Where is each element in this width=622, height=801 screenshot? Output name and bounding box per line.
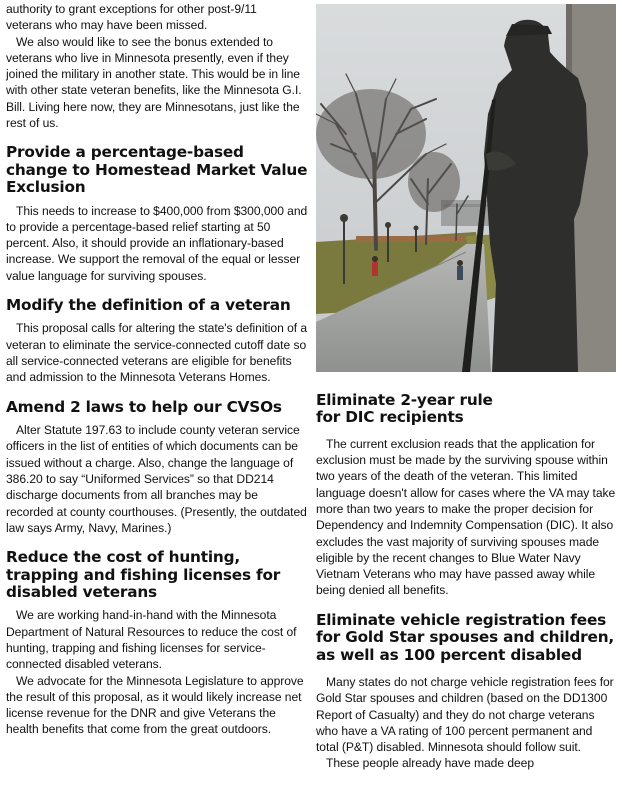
- heading-homestead: Provide a percentage-based change to Homestead Market Value Exclusion: [6, 143, 308, 197]
- veteran-definition-paragraph: This proposal calls for altering the state's definition of a veteran to eliminate the service-connected cutoff date so all service-connected veterans are eligible for benefits and admission to the Minnesota Veterans Homes.: [6, 321, 308, 385]
- bonus-paragraph: We also would like to see the bonus extended to veterans who live in Minnesota presently, even if they joined the military in another state. This would be in line with other state veteran benefits, like the Minnesota G.I. Bill. Living here now, they are Minnesotans, just like the rest of us.: [6, 34, 302, 131]
- heading-dic-line-2: for DIC recipients: [316, 408, 464, 427]
- cvso-paragraph: Alter Statute 197.63 to include county veteran service officers in the list of entities of which documents can be issued without a charge. Also, change the language of 386.20 to say “Uniformed Services” so that DD214 discharge documents from all branches may be recorded at county courthouses. (Presently, the outdated law says Army, Navy, Marines.): [6, 423, 307, 535]
- vehicle-fees-paragraph: Many states do not charge vehicle registration fees for Gold Star spouses and children (based on the DD1300 Report of Casualty) and they do not charge veterans who have a VA rating of 100 percent permanent and total (P&T) disabled. Minnesota should follow suit.: [316, 675, 614, 755]
- dic-paragraph: The current exclusion reads that the application for exclusion must be made by the surviving spouse within two years of the death of the veteran. This limited language doesn't allow for cases where the VA may take more than two years to make the proper decision for Dependency and Indemnity Compensation (DIC). It also excludes the vast majority of surviving spouses made eligible by the recent changes to Blue Water Navy Vietnam Veterans who may have passed away while being denied all benefits.: [316, 436, 616, 598]
- heading-vehicle-fees: Eliminate vehicle registration fees for Gold Star spouses and children, as well as 100 percent disabled: [316, 610, 615, 664]
- heading-hunting: Reduce the cost of hunting, trapping and fishing licenses for disabled veterans: [6, 548, 281, 601]
- heading-cvso: Amend 2 laws to help our CVSOs: [6, 397, 282, 416]
- homestead-paragraph: This needs to increase to $400,000 from $300,000 and to provide a percentage-based relief starting at 50 percent. Also, it should provide an inflationary-based increase. We support the removal of the equal or lesser value language for surviving spouses.: [6, 203, 308, 283]
- heading-veteran-definition: Modify the definition of a veteran: [6, 296, 291, 315]
- intro-paragraph-end: authority to grant exceptions for other post-9/11: [6, 2, 257, 16]
- left-column: [6, 0, 308, 738]
- heading-dic-line-1: Eliminate 2-year rule: [316, 391, 493, 409]
- intro-paragraph-end-2: veterans who may have been missed.: [6, 18, 208, 33]
- right-column: [316, 392, 616, 772]
- heading-dic: [316, 392, 616, 427]
- closing-paragraph: These people already have made deep: [326, 756, 535, 771]
- capitol-statue-photo: [316, 4, 616, 372]
- hunting-paragraph-2: We advocate for the Minnesota Legislature to approve the result of this proposal, as it would likely increase net license revenue for the DNR and give Veterans the health benefits that come from the great outdoors.: [6, 673, 304, 737]
- hunting-paragraph-1: We are working hand-in-hand with the Minnesota Department of Natural Resources to reduce the cost of hunting, trapping and fishing licenses for service-connected disabled veterans.: [6, 608, 297, 672]
